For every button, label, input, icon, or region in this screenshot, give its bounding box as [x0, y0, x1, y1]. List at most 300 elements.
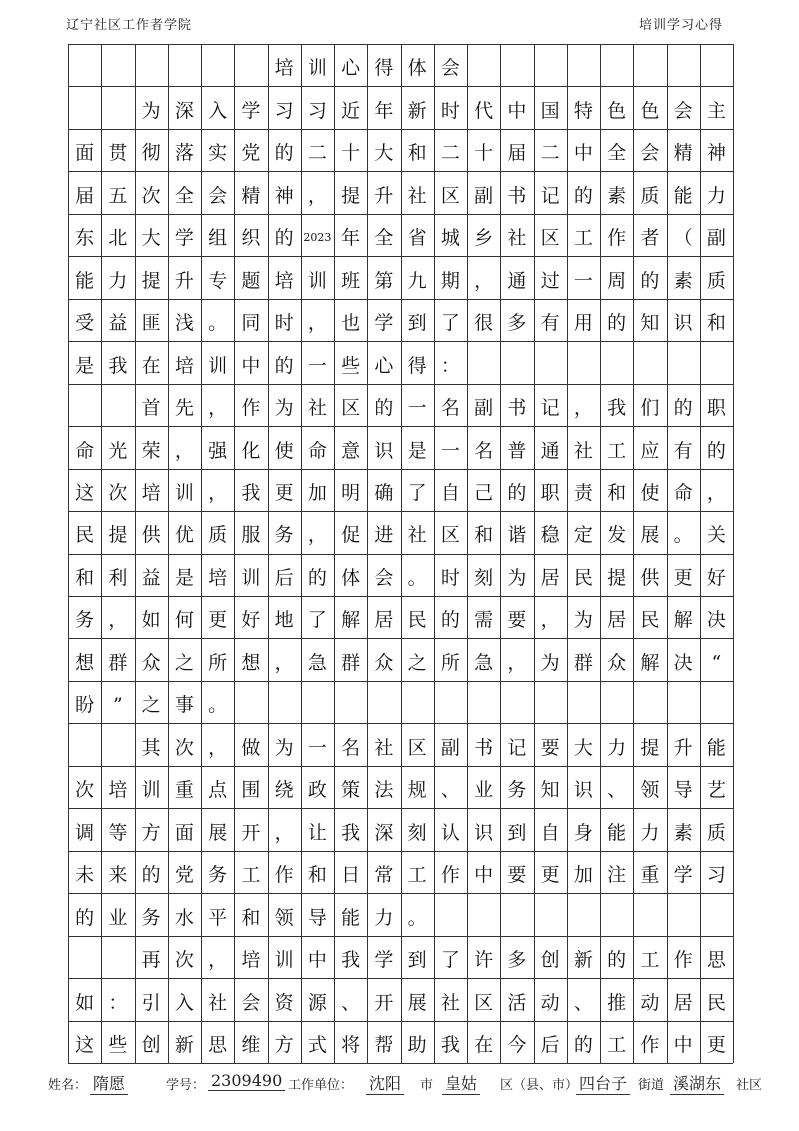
- grid-cell: [201, 86, 234, 128]
- grid-cell: [334, 299, 367, 341]
- handwritten-character: 的: [307, 566, 327, 589]
- grid-cell: [434, 638, 467, 680]
- handwritten-character: 次: [108, 482, 128, 505]
- grid-cell: [101, 341, 134, 383]
- grid-cell: [68, 426, 101, 468]
- grid-cell: [500, 936, 533, 978]
- grid-cell: [600, 299, 633, 341]
- handwritten-character: 贯: [108, 142, 128, 165]
- handwritten-character: 色: [640, 99, 660, 122]
- grid-cell: [301, 1021, 334, 1063]
- handwritten-character: 的: [640, 269, 660, 292]
- handwritten-character: 务: [141, 906, 161, 929]
- grid-cell: [434, 469, 467, 511]
- grid-cell: [534, 214, 567, 256]
- grid-cell: [68, 469, 101, 511]
- handwritten-character: 区: [440, 524, 460, 547]
- grid-cell: [168, 86, 201, 128]
- grid-cell: [401, 851, 434, 893]
- handwritten-character: 培: [274, 57, 294, 80]
- handwritten-character: 注: [607, 864, 627, 887]
- grid-cell: [201, 936, 234, 978]
- grid-cell: [667, 808, 700, 850]
- handwritten-character: 习: [307, 99, 327, 122]
- grid-cell: [168, 766, 201, 808]
- handwritten-character: 展: [208, 821, 228, 844]
- grid-cell: [268, 638, 301, 680]
- handwritten-character: 会: [374, 566, 394, 589]
- grid-cell: [268, 44, 301, 86]
- grid-cell: [135, 384, 168, 426]
- grid-cell: [567, 596, 600, 638]
- handwritten-character: 面: [174, 821, 194, 844]
- handwritten-character: 务: [208, 864, 228, 887]
- handwritten-character: 会: [673, 99, 693, 122]
- grid-cell: [500, 256, 533, 298]
- handwritten-character: 副: [706, 227, 726, 250]
- handwritten-character: 的: [274, 354, 294, 377]
- handwritten-character: 者: [640, 227, 660, 250]
- grid-cell: [334, 893, 367, 935]
- grid-cell: [467, 511, 500, 553]
- grid-cell: [700, 256, 733, 298]
- handwritten-character: 升: [374, 184, 394, 207]
- grid-cell: [467, 851, 500, 893]
- grid-cell: [135, 511, 168, 553]
- handwritten-character: 乡: [474, 227, 494, 250]
- handwritten-character: 如: [75, 991, 95, 1014]
- handwritten-character: ，: [208, 482, 228, 505]
- handwritten-character: 展: [640, 524, 660, 547]
- grid-cell: [201, 723, 234, 765]
- handwritten-character: 副: [474, 397, 494, 420]
- handwritten-character: 的: [607, 949, 627, 972]
- handwritten-character: 学: [174, 227, 194, 250]
- student-id-label: 学号：: [166, 1078, 206, 1093]
- handwritten-character: 命: [673, 482, 693, 505]
- grid-cell: [367, 256, 400, 298]
- handwritten-character: 的: [706, 439, 726, 462]
- handwritten-character: 加: [307, 482, 327, 505]
- handwritten-character: 习: [274, 99, 294, 122]
- handwritten-character: 些: [108, 1033, 128, 1056]
- handwritten-character: 想: [241, 651, 261, 674]
- grid-cell: [534, 808, 567, 850]
- grid-cell: [301, 893, 334, 935]
- handwritten-character: 培: [208, 566, 228, 589]
- handwritten-character: 会: [241, 991, 261, 1014]
- handwritten-character: 培: [174, 354, 194, 377]
- handwritten-character: 地: [274, 609, 294, 632]
- handwritten-character: 五: [108, 184, 128, 207]
- grid-cell: [301, 129, 334, 171]
- handwritten-character: 作: [274, 864, 294, 887]
- grid-cell: [201, 341, 234, 383]
- grid-cell: [600, 851, 633, 893]
- grid-cell: [600, 469, 633, 511]
- grid-cell: [600, 978, 633, 1020]
- handwritten-character: 训: [307, 57, 327, 80]
- handwritten-character: 工: [607, 439, 627, 462]
- grid-cell: [68, 256, 101, 298]
- grid-cell: [201, 638, 234, 680]
- grid-cell: [268, 214, 301, 256]
- handwritten-character: 业: [474, 779, 494, 802]
- handwritten-character: 通: [540, 439, 560, 462]
- handwritten-character: 使: [274, 439, 294, 462]
- grid-cell: [401, 723, 434, 765]
- grid-cell: [135, 1021, 168, 1063]
- handwritten-character: 优: [174, 524, 194, 547]
- handwritten-character: 居: [374, 609, 394, 632]
- grid-cell: [534, 384, 567, 426]
- grid-cell: [567, 86, 600, 128]
- handwritten-character: 解: [341, 609, 361, 632]
- handwritten-character: 定: [573, 524, 593, 547]
- handwritten-character: 年: [341, 227, 361, 250]
- grid-cell: [401, 638, 434, 680]
- grid-cell: [201, 426, 234, 468]
- grid-cell: [234, 808, 267, 850]
- handwritten-character: 第: [374, 269, 394, 292]
- grid-cell: [667, 638, 700, 680]
- handwritten-character: 中: [307, 949, 327, 972]
- grid-cell: [500, 299, 533, 341]
- grid-cell: [567, 384, 600, 426]
- handwritten-character: 。: [407, 566, 427, 589]
- handwritten-character: 质: [706, 821, 726, 844]
- grid-cell: [633, 86, 666, 128]
- handwritten-character: 有: [540, 312, 560, 335]
- handwritten-character: ，: [573, 397, 593, 420]
- grid-cell: [567, 256, 600, 298]
- handwritten-character: 社: [573, 439, 593, 462]
- handwritten-character: 作: [241, 397, 261, 420]
- name-value: 隋愿: [90, 1071, 128, 1095]
- handwritten-character: 二: [540, 142, 560, 165]
- grid-cell: [600, 214, 633, 256]
- handwritten-character: 党: [241, 142, 261, 165]
- grid-cell: [334, 86, 367, 128]
- handwritten-character: 为: [540, 651, 560, 674]
- grid-cell: [401, 936, 434, 978]
- grid-cell: [68, 638, 101, 680]
- handwritten-character: 力: [640, 821, 660, 844]
- grid-cell: [567, 766, 600, 808]
- handwritten-character: 识: [474, 821, 494, 844]
- handwritten-character: 谐: [507, 524, 527, 547]
- grid-cell: [68, 214, 101, 256]
- grid-cell: [168, 129, 201, 171]
- handwritten-character: 之: [407, 651, 427, 674]
- handwritten-character: 区: [440, 184, 460, 207]
- handwritten-character: ，: [274, 651, 294, 674]
- handwritten-character: 一: [407, 397, 427, 420]
- grid-cell: [68, 681, 101, 723]
- handwritten-character: 届: [507, 142, 527, 165]
- grid-cell: [467, 723, 500, 765]
- handwritten-character: 区: [407, 736, 427, 759]
- grid-cell: [68, 808, 101, 850]
- handwritten-character: 次: [174, 949, 194, 972]
- handwritten-character: 我: [440, 1033, 460, 1056]
- grid-cell: [534, 978, 567, 1020]
- handwritten-character: 书: [507, 397, 527, 420]
- handwritten-character: 将: [341, 1033, 361, 1056]
- handwritten-character: 自: [540, 821, 560, 844]
- grid-cell: [334, 384, 367, 426]
- grid-cell: [168, 511, 201, 553]
- grid-cell: [633, 723, 666, 765]
- handwritten-character: 为: [507, 566, 527, 589]
- grid-cell: [334, 341, 367, 383]
- grid-cell: [367, 1021, 400, 1063]
- handwritten-character: 民: [706, 991, 726, 1014]
- grid-cell: [68, 341, 101, 383]
- grid-cell: [201, 299, 234, 341]
- handwritten-character: ：: [440, 354, 460, 377]
- grid-cell: [401, 766, 434, 808]
- handwritten-character: 强: [208, 439, 228, 462]
- handwritten-character: 一: [573, 269, 593, 292]
- grid-cell: [434, 256, 467, 298]
- grid-cell: [467, 299, 500, 341]
- grid-cell: [301, 171, 334, 213]
- grid-cell: [567, 511, 600, 553]
- grid-cell: [434, 808, 467, 850]
- handwritten-character: 大: [573, 736, 593, 759]
- grid-cell: [135, 256, 168, 298]
- grid-cell: [234, 1021, 267, 1063]
- grid-cell: [201, 766, 234, 808]
- grid-cell: [467, 596, 500, 638]
- grid-cell: [500, 851, 533, 893]
- grid-cell: [334, 936, 367, 978]
- handwritten-character: 为: [573, 609, 593, 632]
- header-doc-type: 培训学习心得: [638, 18, 723, 33]
- handwritten-character: 体: [341, 566, 361, 589]
- grid-cell: [500, 638, 533, 680]
- grid-cell: [633, 511, 666, 553]
- handwritten-character: ，: [307, 312, 327, 335]
- grid-cell: [534, 766, 567, 808]
- handwritten-character: 。: [208, 312, 228, 335]
- handwritten-character: 多: [507, 312, 527, 335]
- handwritten-character: ，: [307, 524, 327, 547]
- grid-cell: [135, 596, 168, 638]
- handwritten-character: 区: [341, 397, 361, 420]
- handwritten-character: 会: [440, 57, 460, 80]
- handwritten-character: 社: [374, 736, 394, 759]
- handwritten-character: 中: [673, 1033, 693, 1056]
- grid-cell: [101, 214, 134, 256]
- grid-cell: [101, 808, 134, 850]
- handwritten-character: 益: [141, 566, 161, 589]
- grid-cell: [600, 638, 633, 680]
- grid-cell: [234, 86, 267, 128]
- grid-cell: [434, 341, 467, 383]
- grid-cell: [101, 171, 134, 213]
- grid-cell: [401, 469, 434, 511]
- grid-cell: [401, 171, 434, 213]
- handwritten-character: 常: [374, 864, 394, 887]
- handwritten-character: 法: [374, 779, 394, 802]
- handwritten-character: 名: [341, 736, 361, 759]
- handwritten-character: 九: [407, 269, 427, 292]
- handwritten-character: 调: [75, 821, 95, 844]
- grid-cell: [301, 808, 334, 850]
- handwritten-character: 艺: [706, 779, 726, 802]
- handwritten-character: 质: [640, 184, 660, 207]
- grid-cell: [135, 129, 168, 171]
- grid-cell: [334, 554, 367, 596]
- grid-cell: [301, 299, 334, 341]
- handwritten-character: 过: [540, 269, 560, 292]
- grid-cell: [135, 681, 168, 723]
- handwritten-character: 学: [241, 99, 261, 122]
- grid-cell: [434, 596, 467, 638]
- grid-cell: [234, 638, 267, 680]
- handwritten-character: 引: [141, 991, 161, 1014]
- grid-cell: [68, 978, 101, 1020]
- grid-cell: [135, 341, 168, 383]
- header-institution: 辽宁社区工作者学院: [66, 18, 193, 33]
- handwritten-character: 好: [241, 609, 261, 632]
- handwritten-character: 组: [208, 227, 228, 250]
- handwritten-character: 为: [141, 99, 161, 122]
- handwritten-character: 新: [174, 1033, 194, 1056]
- handwritten-character: 思: [706, 949, 726, 972]
- grid-cell: [234, 893, 267, 935]
- handwritten-character: 、: [573, 991, 593, 1014]
- handwritten-character: 提: [108, 524, 128, 547]
- grid-cell: [500, 426, 533, 468]
- handwritten-character: 学: [374, 949, 394, 972]
- grid-cell: [201, 511, 234, 553]
- handwritten-character: 责: [573, 482, 593, 505]
- grid-cell: [101, 469, 134, 511]
- handwritten-character: 盼: [75, 694, 95, 717]
- grid-cell: [700, 638, 733, 680]
- grid-cell: [201, 893, 234, 935]
- grid-cell: [600, 86, 633, 128]
- grid-cell: [334, 808, 367, 850]
- grid-cell: [367, 86, 400, 128]
- grid-cell: [434, 511, 467, 553]
- grid-cell: [234, 554, 267, 596]
- grid-cell: [201, 469, 234, 511]
- grid-cell: [367, 766, 400, 808]
- handwritten-character: 的: [374, 397, 394, 420]
- grid-cell: [101, 1021, 134, 1063]
- grid-cell: [600, 129, 633, 171]
- handwritten-character: 益: [108, 312, 128, 335]
- handwritten-character: 和: [75, 566, 95, 589]
- grid-cell: [301, 469, 334, 511]
- grid-cell: [667, 299, 700, 341]
- handwritten-character: 己: [474, 482, 494, 505]
- handwritten-character: 的: [573, 1033, 593, 1056]
- grid-cell: [234, 766, 267, 808]
- handwritten-character: 到: [407, 312, 427, 335]
- grid-cell: [268, 129, 301, 171]
- handwritten-character: 意: [341, 439, 361, 462]
- handwritten-character: 急: [474, 651, 494, 674]
- handwritten-character: 的: [673, 397, 693, 420]
- handwritten-character: 命: [75, 439, 95, 462]
- handwritten-character: 了: [307, 609, 327, 632]
- grid-cell: [667, 596, 700, 638]
- grid-cell: [334, 469, 367, 511]
- grid-cell: [633, 214, 666, 256]
- handwritten-character: 关: [706, 524, 726, 547]
- grid-cell: [700, 851, 733, 893]
- grid-cell: [168, 681, 201, 723]
- grid-cell: [401, 384, 434, 426]
- handwritten-character: 。: [673, 524, 693, 547]
- handwritten-character: 得: [407, 354, 427, 377]
- handwritten-character: 导: [673, 779, 693, 802]
- grid-cell: [68, 511, 101, 553]
- handwritten-character: 素: [673, 821, 693, 844]
- grid-cell: [600, 1021, 633, 1063]
- handwritten-character: 好: [706, 566, 726, 589]
- handwritten-character: 民: [75, 524, 95, 547]
- handwritten-character: 心: [374, 354, 394, 377]
- grid-cell: [534, 638, 567, 680]
- grid-cell: [633, 129, 666, 171]
- grid-cell: [467, 766, 500, 808]
- grid-cell: [367, 384, 400, 426]
- handwritten-character: 省: [407, 227, 427, 250]
- handwritten-character: 到: [407, 949, 427, 972]
- handwritten-character: 精: [241, 184, 261, 207]
- work-unit-label: 工作单位：: [288, 1078, 354, 1093]
- handwritten-character: 近: [341, 99, 361, 122]
- handwritten-character: 了: [407, 482, 427, 505]
- handwritten-character: 后: [540, 1033, 560, 1056]
- grid-cell: [567, 1021, 600, 1063]
- handwritten-character: 发: [607, 524, 627, 547]
- handwritten-character: 未: [75, 864, 95, 887]
- grid-cell: [434, 171, 467, 213]
- grid-cell: [101, 426, 134, 468]
- handwritten-character: 培: [141, 482, 161, 505]
- handwritten-character: 决: [673, 651, 693, 674]
- handwritten-character: 次: [75, 779, 95, 802]
- grid-cell: [567, 426, 600, 468]
- handwritten-character: 代: [474, 99, 494, 122]
- grid-cell: [633, 299, 666, 341]
- grid-cell: [234, 511, 267, 553]
- grid-cell: [467, 638, 500, 680]
- handwritten-character: 中: [507, 99, 527, 122]
- handwritten-character: 会: [208, 184, 228, 207]
- handwritten-character: 何: [174, 609, 194, 632]
- handwritten-character: 帮: [374, 1033, 394, 1056]
- grid-cell: [401, 893, 434, 935]
- handwritten-character: 进: [374, 524, 394, 547]
- handwritten-character: 和: [706, 312, 726, 335]
- handwritten-character: 提: [640, 736, 660, 759]
- handwritten-character: 供: [640, 566, 660, 589]
- grid-cell: [334, 638, 367, 680]
- grid-cell: [401, 978, 434, 1020]
- footer-info: [48, 1071, 763, 1100]
- handwritten-character: 居: [673, 991, 693, 1014]
- handwritten-character: 。: [407, 906, 427, 929]
- grid-cell: [168, 554, 201, 596]
